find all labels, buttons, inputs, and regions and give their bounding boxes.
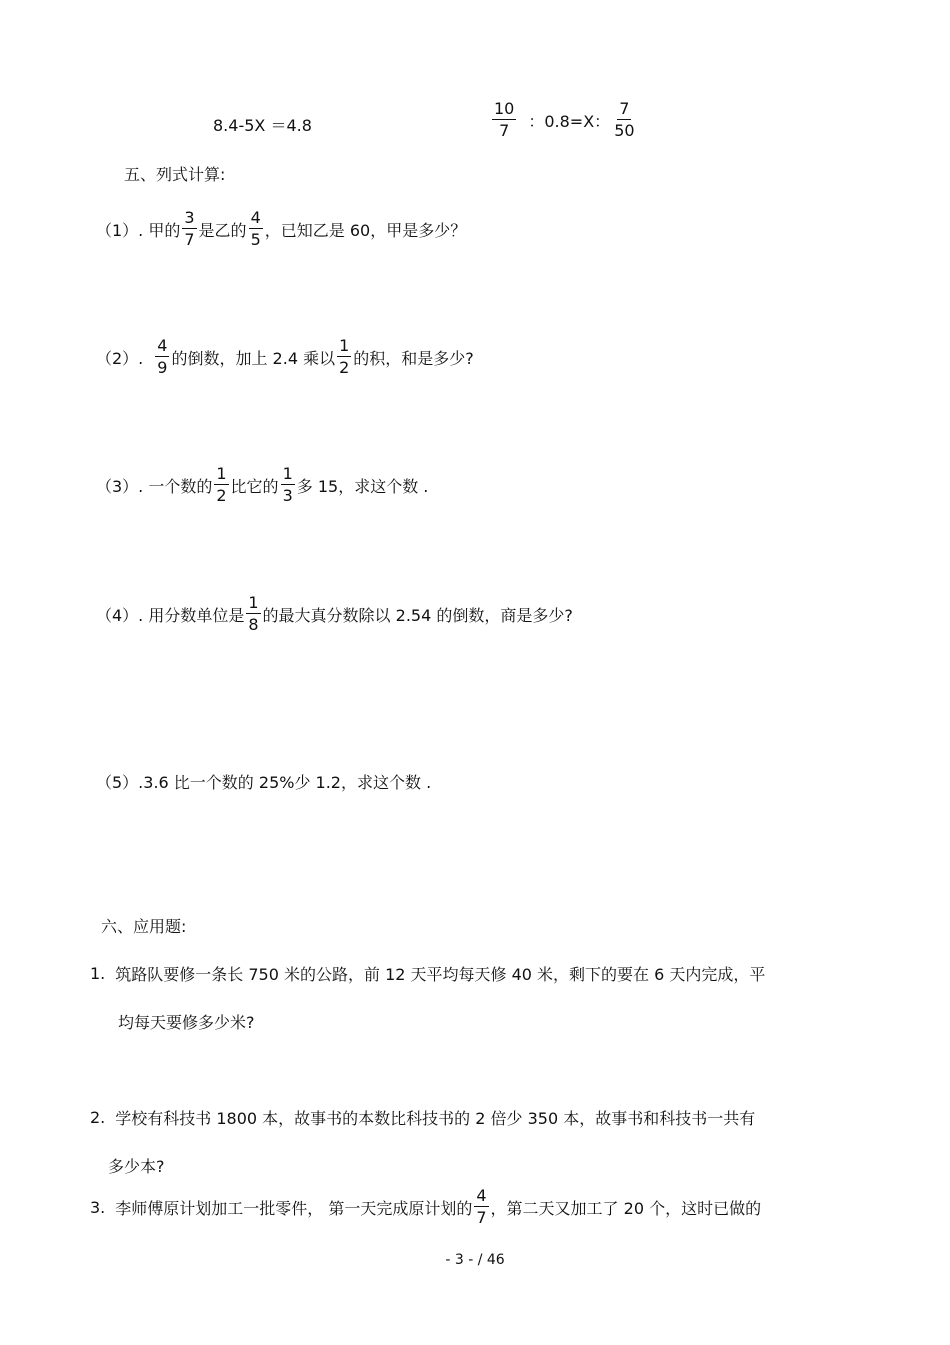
fraction: $\frac{1}{2}$ [339, 336, 350, 377]
problem-1-line-2: 均每天要修多少米? [118, 1013, 255, 1032]
fraction: $\frac{1}{3}$ [282, 464, 293, 505]
equation-left [213, 113, 312, 136]
fraction: $\frac{1}{8}$ [248, 593, 259, 634]
fraction: $\frac{4}{9}$ [157, 336, 168, 377]
fraction: $\frac{10}{7}$ [494, 99, 515, 140]
question-4: （4）. 用分数单位是 $\frac{1}{8}$ 的最大真分数除以 2.54 的倒数，商是多少? [96, 593, 573, 634]
fraction: $\frac{4}{5}$ [250, 208, 261, 249]
page-number: - 3 - / 46 [445, 1252, 505, 1268]
fraction: $\frac{7}{50}$ [614, 99, 635, 140]
problem-number: 2. [90, 1108, 106, 1127]
question-5: （5）.3.6 比一个数的 25%少 1.2，求这个数 . [96, 773, 432, 792]
fraction: $\frac{4}{7}$ [476, 1186, 487, 1227]
problem-number: 3. [90, 1197, 106, 1217]
fraction: $\frac{1}{2}$ [216, 464, 227, 505]
equation-left-text: 8.4-5X ＝4.8 [213, 116, 312, 135]
question-1: （1）. 甲的 $\frac{3}{7}$ 是乙的 $\frac{4}{5}$ ，已知乙是 60，甲是多少？ [96, 208, 467, 249]
problem-2-line-1: 2. 学校有科技书 1800 本，故事书的本数比科技书的 2 倍少 350 本，故事书和科技书一共有 [90, 1108, 756, 1128]
fraction: $\frac{3}{7}$ [184, 208, 195, 249]
section-title: 六、应用题: [101, 917, 187, 936]
question-3: （3）. 一个数的 $\frac{1}{2}$ 比它的 $\frac{1}{3}$ 多 15，求这个数 . [96, 464, 429, 505]
problem-2-line-2: 多少本? [108, 1157, 165, 1176]
equation-right-mid: ：0.8=X： [528, 111, 611, 131]
section-title: 五、列式计算: [124, 165, 226, 184]
problem-1-line-1: 1. 筑路队要修一条长 750 米的公路，前 12 天平均每天修 40 米，剩下的要在 6 天内完成，平 [90, 964, 766, 984]
problem-number: 1. [90, 964, 106, 983]
question-2: （2）. $\frac{4}{9}$ 的倒数，加上 2.4 乘以 $\frac{1}{2}$ 的积，和是多少? [96, 336, 474, 377]
equation-right [490, 101, 639, 139]
problem-3-line-1: 3. 李师傅原计划加工一批零件， 第一天完成原计划的 $\frac{4}{7}$ ，第二天又加工了 20 个，这时已做的 [90, 1186, 762, 1227]
